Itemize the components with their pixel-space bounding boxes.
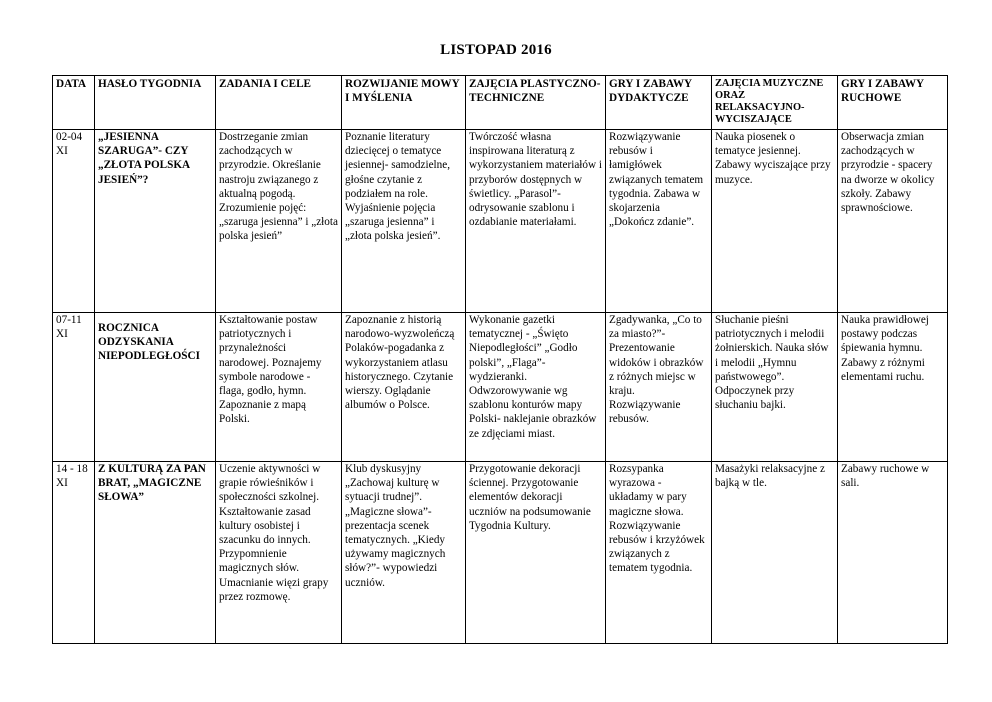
header-date: DATA — [53, 76, 95, 130]
cell-speech: Klub dyskusyjny „Zachowaj kulturę w sytuacji trudnej”. „Magiczne słowa”- prezentacja scenek tematycznych. „Kiedy używamy magicznych słów?”- wypowiedzi uczniów. — [342, 462, 466, 644]
cell-tasks: Uczenie aktywności w grapie rówieśników i społeczności szkolnej. Kształtowanie zasad kultury osobistej i szacunku do innych. Przypomnienie magicznych słów. Umacnianie więzi grapy przez rozmowę. — [216, 462, 342, 644]
cell-speech: Poznanie literatury dziecięcej o tematyce jesiennej- samodzielne, głośne czytanie z podziałem na role. Wyjaśnienie pojęcia „szaruga jesienna” i „złota polska jesień”. — [342, 130, 466, 313]
cell-didactic: Rozwiązywanie rebusów i łamigłówek związanych tematem tygodnia. Zabawa w skojarzenia „Dokończ zdanie”. — [606, 130, 712, 313]
cell-art: Przygotowanie dekoracji ściennej. Przygotowanie elementów dekoracji uczniów na podsumowanie Tygodnia Kultury. — [466, 462, 606, 644]
cell-art: Wykonanie gazetki tematycznej - „Święto Niepodległości” „Godło polski”, „Flaga”- wydzieranki. Odwzorowywanie wg szablonu konturów mapy Polski- naklejanie obrazków ze zdjęciami miast. — [466, 313, 606, 462]
cell-movement: Zabawy ruchowe w sali. — [838, 462, 948, 644]
header-music: ZAJĘCIA MUZYCZNE ORAZ RELAKSACYJNO-WYCISZAJĄCE — [712, 76, 838, 130]
header-row — [53, 76, 948, 130]
cell-date: 14 - 18 XI — [53, 462, 95, 644]
cell-movement: Obserwacja zmian zachodzących w przyrodzie - spacery na dworze w okolicy szkoły. Zabawy sprawnościowe. — [838, 130, 948, 313]
cell-motto: ROCZNICA ODZYSKANIA NIEPODLEGŁOŚCI — [95, 313, 216, 462]
header-art: ZAJĘCIA PLASTYCZNO-TECHNICZNE — [466, 76, 606, 130]
cell-speech: Zapoznanie z historią narodowo-wyzwoleńczą Polaków-pogadanka z wykorzystaniem atlasu historycznego. Czytanie wierszy. Oglądanie albumów o Polsce. — [342, 313, 466, 462]
header-motto: HASŁO TYGODNIA — [95, 76, 216, 130]
cell-music: Nauka piosenek o tematyce jesiennej. Zabawy wyciszające przy muzyce. — [712, 130, 838, 313]
table-row — [53, 130, 948, 313]
cell-art: Twórczość własna inspirowana literaturą z wykorzystaniem materiałów i przyborów dostępnych w świetlicy. „Parasol”- odrysowanie szablonu i ozdabianie materiałami. — [466, 130, 606, 313]
table-row — [53, 313, 948, 462]
cell-tasks: Dostrzeganie zmian zachodzących w przyrodzie. Określanie nastroju związanego z aktualną pogodą. Zrozumienie pojęć: „szaruga jesienna” i „złota polska jesień” — [216, 130, 342, 313]
table-row — [53, 462, 948, 644]
cell-motto: „JESIENNA SZARUGA”- CZY „ZŁOTA POLSKA JESIEŃ”? — [95, 130, 216, 313]
document-title: LISTOPAD 2016 — [440, 42, 552, 58]
cell-date: 07-11 XI — [53, 313, 95, 462]
header-tasks: ZADANIA I CELE — [216, 76, 342, 130]
cell-movement: Nauka prawidłowej postawy podczas śpiewania hymnu. Zabawy z różnymi elementami ruchu. — [838, 313, 948, 462]
cell-date: 02-04 XI — [53, 130, 95, 313]
cell-didactic: Rozsypanka wyrazowa - układamy w pary magiczne słowa. Rozwiązywanie rebusów i krzyżówek związanych z tematem tygodnia. — [606, 462, 712, 644]
cell-didactic: Zgadywanka, „Co to za miasto?”- Prezentowanie widoków i obrazków z różnych miejsc w kraju. Rozwiązywanie rebusów. — [606, 313, 712, 462]
cell-tasks: Kształtowanie postaw patriotycznych i przynależności narodowej. Poznajemy symbole narodowe - flaga, godło, hymn. Zapoznanie z mapą Polski. — [216, 313, 342, 462]
header-didactic: GRY I ZABAWY DYDAKTYCZE — [606, 76, 712, 130]
header-speech: ROZWIJANIE MOWY I MYŚLENIA — [342, 76, 466, 130]
cell-music: Słuchanie pieśni patriotycznych i melodii żołnierskich. Nauka słów i melodii „Hymnu państwowego”. Odpoczynek przy słuchaniu bajki. — [712, 313, 838, 462]
plan-table — [52, 75, 948, 644]
cell-motto: Z KULTURĄ ZA PAN BRAT, „MAGICZNE SŁOWA” — [95, 462, 216, 644]
cell-music: Masażyki relaksacyjne z bajką w tle. — [712, 462, 838, 644]
header-movement: GRY I ZABAWY RUCHOWE — [838, 76, 948, 130]
